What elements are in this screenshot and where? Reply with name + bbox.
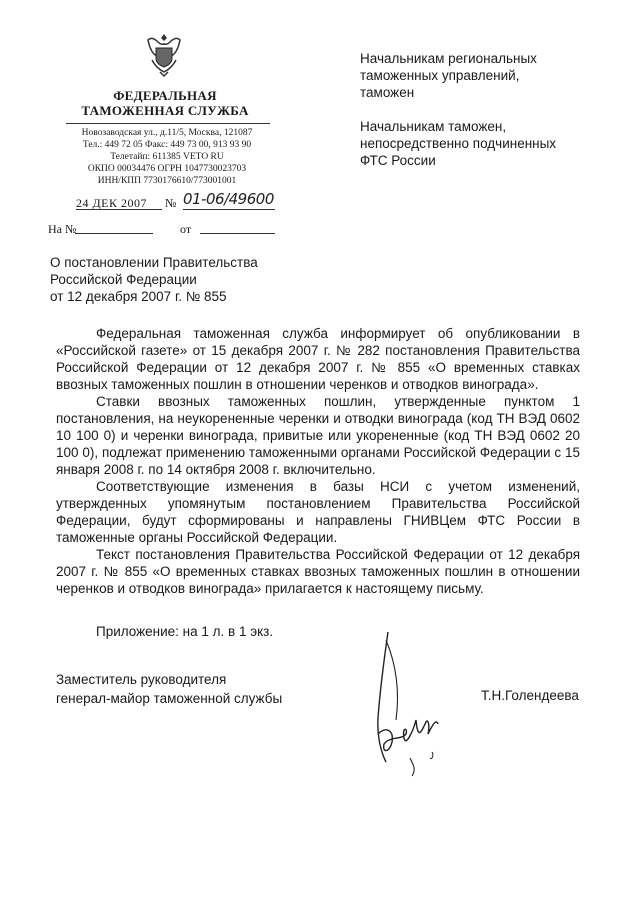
number-underline [183, 209, 275, 210]
recipient-line: Начальникам таможен, [360, 119, 507, 134]
body-paragraph: Соответствующие изменения в базы НСИ с учетом изменений, утвержденных упомянутым постановлением Правительства Российской Федерации, будут сформированы и направлены ГНИВЦем ФТС России в таможенные органы Российской Федерации. [56, 479, 580, 545]
contact-teletype: Телетайп: 611385 VETO RU [110, 152, 224, 162]
letter-date: 24 ДЕК 2007 [76, 196, 148, 210]
recipient-group-2 [360, 118, 556, 169]
signatory-name: Т.Н.Голендеева [481, 688, 579, 703]
coat-of-arms-icon [142, 30, 186, 78]
signatory-title [56, 670, 282, 708]
subject-line: от 12 декабря 2007 г. № 855 [50, 289, 227, 304]
subject-line: О постановлении Правительства [50, 255, 258, 270]
subject-line: Российской Федерации [50, 272, 197, 287]
recipient-group-1 [360, 50, 537, 101]
org-name-line2: ТАМОЖЕННАЯ СЛУЖБА [81, 103, 249, 118]
contact-phone: Тел.: 449 72 05 Факс: 449 73 00, 913 93 90 [82, 140, 252, 150]
signatory-title-line: Заместитель руководителя [56, 672, 227, 687]
body-paragraph: Ставки ввозных таможенных пошлин, утвержденные пунктом 1 постановления, на неукорененные черенки и отводки винограда (код ТН ВЭД 0602 10 100 0) и черенки винограда, привитые или укорененные (код ТН ВЭД 0602 20 100 0), подлежат применению таможенными органами Российской Федерации с 15 января 2008 г. по 14 октября 2008 г. включительно. [56, 394, 580, 477]
annex-note: Приложение: на 1 л. в 1 экз. [96, 624, 274, 639]
recipient-line: непосредственно подчиненных [360, 136, 557, 151]
recipient-line: таможенных управлений, [360, 68, 520, 83]
header-rule [66, 123, 270, 124]
recipient-line: Начальникам региональных [360, 51, 537, 66]
outgoing-number: 01-06/49600 [183, 190, 274, 208]
letter-subject [50, 254, 258, 305]
contact-inn: ИНН/КПП 7730176610/773001001 [97, 176, 237, 186]
contact-okpo: ОКПО 00034476 ОГРН 1047730023703 [87, 164, 247, 174]
body-paragraph: Текст постановления Правительства Российской Федерации от 12 декабря 2007 г. № 855 «О временных ставках ввозных таможенных пошлин в отношении черенков и отводков винограда» прилагается к настоящему письму. [56, 547, 580, 596]
reference-number-line [75, 233, 153, 234]
number-sign: № [165, 196, 177, 210]
body-paragraph: Федеральная таможенная служба информирует об опубликовании в «Российской газете» от 15 декабря 2007 г. № 282 постановления Правительства Российской Федерации от 12 декабря 2007 г. № 855 «О временных ставках ввозных таможенных пошлин в отношении черенков и отводков винограда». [56, 326, 580, 392]
reference-number-label: На № [48, 222, 77, 236]
handwritten-signature-icon [350, 630, 470, 780]
date-underline [76, 209, 162, 210]
reference-date-line [200, 233, 275, 234]
org-name-line1: ФЕДЕРАЛЬНАЯ [113, 88, 217, 103]
signatory-title-line: генерал-майор таможенной службы [56, 691, 283, 706]
letter-body [56, 325, 580, 597]
reference-date-label: от [180, 222, 192, 236]
recipient-line: таможен [360, 85, 415, 100]
recipient-line: ФТС России [360, 153, 436, 168]
contact-address: Новозаводская ул., д.11/5, Москва, 121087 [81, 128, 253, 138]
